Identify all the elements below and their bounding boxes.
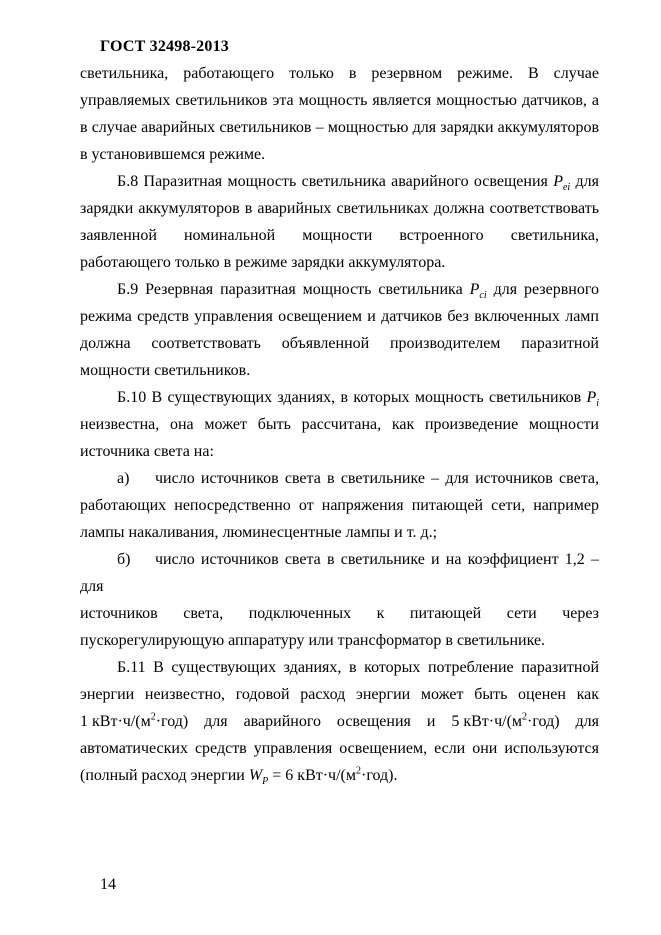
b11-v2-post: ·год)	[527, 713, 560, 730]
word: питающей	[409, 605, 482, 622]
b11-value-emergency	[80, 708, 188, 735]
b11-v2-sup: 2	[522, 711, 528, 723]
b11-l5-symbol: W	[248, 767, 263, 784]
b11-value-automatic	[451, 708, 559, 735]
b8-text-pre: Б.8 Паразитная мощность светильника аварийного освещения	[117, 173, 554, 190]
word: к	[376, 605, 385, 622]
b11-l5-subscript: P	[262, 776, 269, 788]
b11-v1-post: ·год)	[155, 713, 189, 730]
word: источников	[80, 605, 158, 622]
list-item-b-line2	[80, 600, 599, 627]
paragraph-b11-line1	[80, 654, 599, 681]
paragraph-b10	[80, 384, 599, 465]
word: освещения	[336, 713, 411, 730]
paragraph-b11-line4	[80, 735, 599, 762]
paragraph-b11-line2	[80, 681, 599, 708]
list-marker-b: б)	[117, 551, 131, 568]
paragraph-b11-line3	[80, 708, 599, 735]
page-number: 14	[100, 876, 116, 893]
b11-l5-post: ·год).	[361, 767, 398, 784]
b11-l5-mid: = 6 кВт·ч/(м	[268, 767, 356, 784]
word: для	[575, 713, 599, 730]
b11-line4-text: автоматических средств управления освещением, если они используются	[80, 740, 599, 757]
paragraph-b9	[80, 276, 599, 384]
word: через	[562, 605, 599, 622]
word: сети	[506, 605, 537, 622]
b9-symbol: P	[469, 281, 480, 298]
b10-text-pre: Б.10 В существующих зданиях, в которых мощность светильников	[117, 389, 587, 406]
paragraph-b11-line5	[80, 762, 599, 789]
list-item-b-line3: пускорегулирующую аппаратуру или трансформатор в светильнике.	[80, 632, 546, 649]
list-item-a-text: число источников света в светильнике – для источников света, работающих непосредственно от напряжения питающей сети, например лампы накаливания, люминесцентные лампы и т. д.;	[80, 470, 599, 541]
list-item-b-text: число источников света в светильнике и на коэффициент 1,2 – для	[80, 551, 599, 595]
word: аварийного	[243, 713, 321, 730]
b11-l5-sup: 2	[356, 765, 361, 777]
b11-line2-text: энергии неизвестно, годовой расход энергии может быть оценен как	[80, 686, 599, 703]
b10-subscript: i	[596, 398, 599, 410]
word: для	[204, 713, 228, 730]
paragraph-continuation: светильника, работающего только в резервном режиме. В случае управляемых светильников эта мощность является мощностью датчиков, а в случае аварийных светильников – мощностью для зарядки аккумуляторов в установившемся режиме.	[80, 65, 599, 163]
b9-text-pre: Б.9 Резервная паразитная мощность светильника	[117, 281, 470, 298]
word: подключенных	[248, 605, 352, 622]
b10-text-post: неизвестна, она может быть рассчитана, как произведение мощности источника света на:	[80, 416, 599, 460]
b8-text-post: для зарядки аккумуляторов в аварийных светильниках должна соответствовать заявленной номинальной мощности встроенного светильника, работающего только в режиме зарядки аккумулятора.	[80, 173, 600, 271]
b9-text-post: для резервного режима средств управления освещением и датчиков без включенных ламп должна соответствовать объявленной производителем паразитной мощности светильников.	[80, 281, 600, 379]
word: света,	[183, 605, 224, 622]
b8-symbol: P	[553, 173, 563, 190]
document-header: ГОСТ 32498-2013	[100, 38, 229, 55]
b11-l5-pre: (полный расход энергии	[80, 767, 249, 784]
list-item-b-line1	[80, 546, 599, 600]
b10-symbol: P	[586, 389, 597, 406]
b11-line1-text: Б.11 В существующих зданиях, в которых потребление паразитной	[117, 659, 599, 676]
b11-v1-pre: 1 кВт·ч/(м	[80, 713, 151, 730]
list-item-a	[80, 465, 599, 546]
paragraph-b8	[80, 168, 599, 276]
document-body	[80, 60, 599, 789]
b8-subscript: ei	[562, 182, 571, 194]
b11-v1-sup: 2	[150, 711, 156, 723]
word: и	[426, 713, 436, 730]
b11-v2-pre: 5 кВт·ч/(м	[451, 713, 523, 730]
list-marker-a: а)	[117, 470, 130, 487]
b9-subscript: ci	[479, 290, 487, 302]
